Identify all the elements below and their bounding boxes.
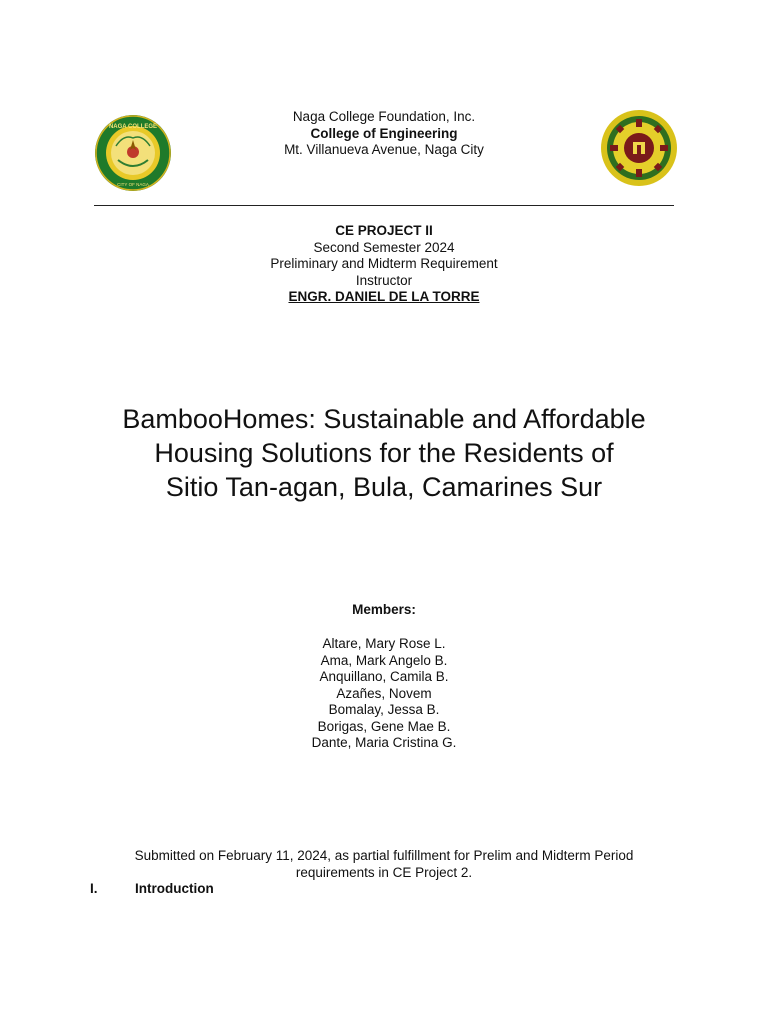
member-name: Bomalay, Jessa B. <box>328 702 440 717</box>
institution-address: Mt. Villanueva Avenue, Naga City <box>284 142 484 157</box>
title-line: BambooHomes: Sustainable and Affordable <box>122 404 646 434</box>
course-info <box>0 223 768 306</box>
section-heading <box>90 881 214 896</box>
header-divider <box>94 205 674 206</box>
submission-line-2: requirements in CE Project 2. <box>295 864 473 880</box>
title-line: Sitio Tan-agan, Bula, Camarines Sur <box>165 472 603 502</box>
members-heading: Members: <box>352 602 416 617</box>
college-name: College of Engineering <box>310 125 458 141</box>
member-name: Altare, Mary Rose L. <box>322 636 446 651</box>
member-name: Ama, Mark Angelo B. <box>320 652 448 668</box>
member-name: Anquillano, Camila B. <box>319 669 449 684</box>
requirement: Preliminary and Midterm Requirement <box>270 256 498 271</box>
header-block <box>0 109 768 159</box>
member-name: Azañes, Novem <box>336 685 432 701</box>
members-heading-block <box>0 602 768 619</box>
semester: Second Semester 2024 <box>313 239 455 255</box>
document-title <box>0 402 768 504</box>
title-line: Housing Solutions for the Residents of <box>154 438 614 468</box>
members-list <box>0 636 768 752</box>
submission-line-1: Submitted on February 11, 2024, as partial fulfillment for Prelim and Midterm Period <box>134 848 634 863</box>
section-number: I. <box>90 881 98 896</box>
institution-name: Naga College Foundation, Inc. <box>292 109 476 124</box>
instructor-name: ENGR. DANIEL DE LA TORRE <box>288 289 480 304</box>
section-title: Introduction <box>135 881 214 896</box>
submission-statement <box>0 848 768 881</box>
course-code: CE PROJECT II <box>335 223 433 238</box>
svg-text:CITY OF NAGA: CITY OF NAGA <box>117 182 149 187</box>
svg-text:NAGA COLLEGE: NAGA COLLEGE <box>108 124 158 130</box>
member-name: Borigas, Gene Mae B. <box>317 718 451 734</box>
member-name: Dante, Maria Cristina G. <box>311 735 457 750</box>
instructor-label: Instructor <box>355 272 413 288</box>
